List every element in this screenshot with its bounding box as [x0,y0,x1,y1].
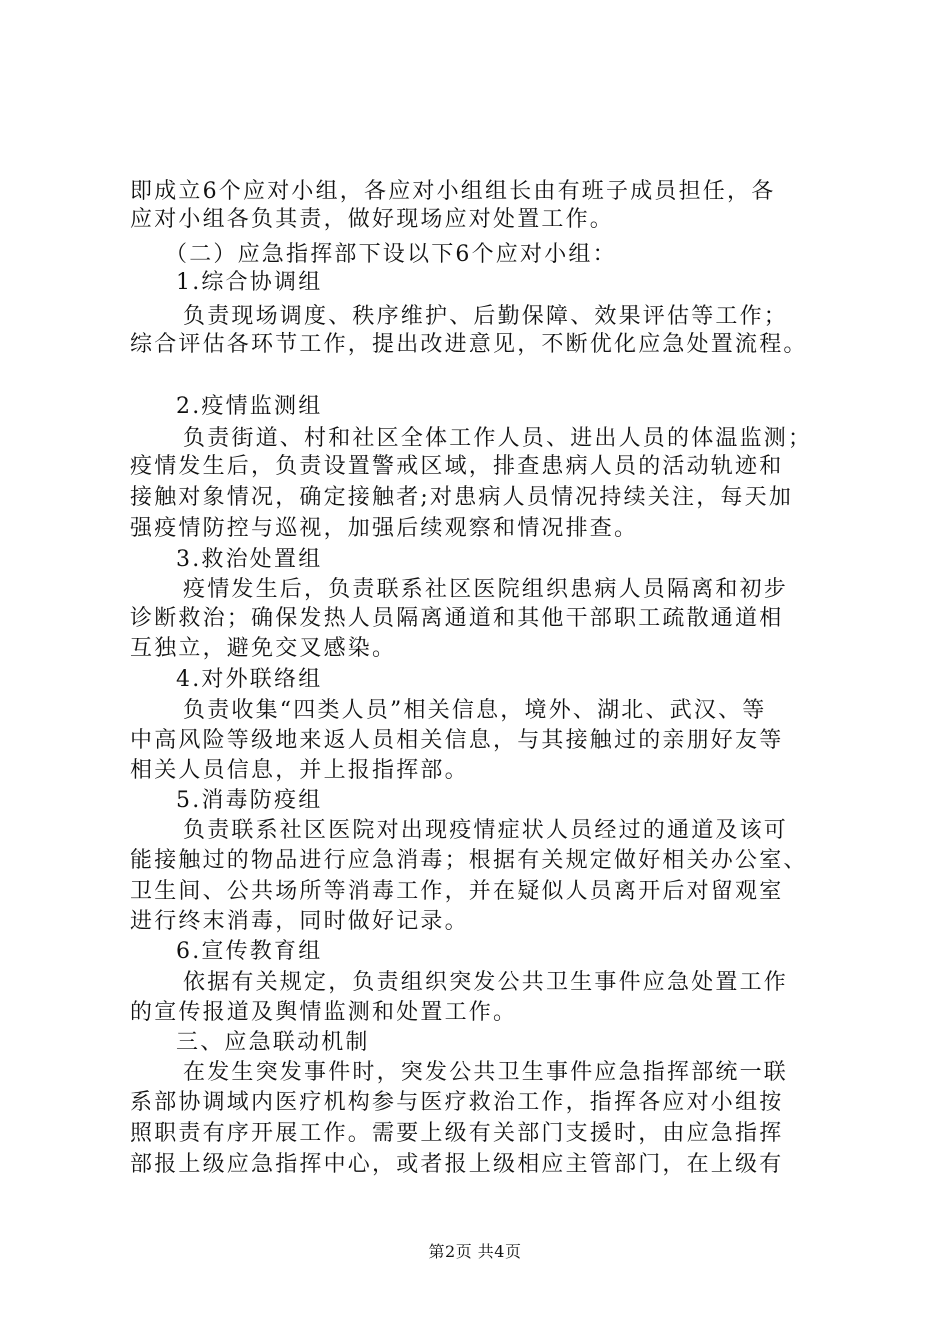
line-text: 强疫情防控与巡视，加强后续观察和情况排查。 [130,516,639,541]
line-text: 依据有关规定，负责组织突发公共卫生事件应急处置工作 [183,970,789,995]
text-line [0,240,950,270]
text-line [0,756,950,786]
text-line [0,452,950,482]
line-text: 综合评估各环节工作，提出改进意见，不断优化应急处置流程。 [130,332,808,357]
line-text: 部报上级应急指挥中心，或者报上级相应主管部门，在上级有 [130,1152,784,1177]
line-text: 负责联系社区医院对出现疫情症状人员经过的通道及该可 [183,818,789,843]
text-line [0,302,950,332]
line-text: 卫生间、公共场所等消毒工作，并在疑似人员离开后对留观室 [130,879,784,904]
text-line [0,786,950,816]
text-line [0,514,950,544]
line-text: 负责收集“四类人员”相关信息，境外、湖北、武汉、等 [183,698,767,723]
line-text: 诊断救治；确保发热人员隔离通道和其他干部职工疏散通道相 [130,606,784,631]
text-line [0,604,950,634]
text-line [0,937,950,967]
line-text: 进行终末消毒，同时做好记录。 [130,909,469,934]
text-line [0,1088,950,1118]
text-line [0,575,950,605]
text-line [0,846,950,876]
line-text: 疫情发生后，负责设置警戒区域，排查患病人员的活动轨迹和 [130,454,784,479]
text-line [0,424,950,454]
line-text: 照职责有序开展工作。需要上级有关部门支援时，由应急指挥 [130,1121,784,1146]
text-line [0,634,950,664]
line-text: 互独立，避免交叉感染。 [130,636,397,661]
text-line [0,907,950,937]
line-text: 系部协调域内医疗机构参与医疗救治工作，指挥各应对小组按 [130,1090,784,1115]
group-heading: 5.消毒防疫组 [176,788,323,813]
text-line [0,816,950,846]
line-text: 在发生突发事件时，突发公共卫生事件应急指挥部统一联 [183,1060,789,1085]
text-line [0,1028,950,1058]
text-line [0,483,950,513]
text-line [0,665,950,695]
line-text: 即成立6个应对小组，各应对小组组长由有班子成员担任，各 [130,179,776,204]
group-heading: 4.对外联络组 [176,667,323,692]
group-heading: 6.宣传教育组 [176,939,323,964]
text-line [0,330,950,360]
text-line [0,205,950,235]
text-line [0,392,950,422]
text-line [0,877,950,907]
group-heading: 3.救治处置组 [176,547,323,572]
text-line [0,1150,950,1180]
line-text: 的宣传报道及舆情监测和处置工作。 [130,1000,518,1025]
text-line [0,545,950,575]
text-line [0,177,950,207]
text-line [0,1058,950,1088]
line-text: 负责街道、村和社区全体工作人员、进出人员的体温监测； [183,426,813,451]
line-text: 负责现场调度、秩序维护、后勤保障、效果评估等工作； [183,304,789,329]
line-text: 接触对象情况，确定接触者;对患病人员情况持续关注，每天加 [130,485,794,510]
group-heading: 1.综合协调组 [176,270,323,295]
line-text: 疫情发生后，负责联系社区医院组织患病人员隔离和初步 [183,577,789,602]
text-line [0,968,950,998]
line-text: 应对小组各负其责，做好现场应对处置工作。 [130,207,615,232]
text-line [0,726,950,756]
line-text: 中高风险等级地来返人员相关信息，与其接触过的亲朋好友等 [130,728,784,753]
section-heading: （二）应急指挥部下设以下6个应对小组： [165,242,617,267]
group-heading: 2.疫情监测组 [176,394,323,419]
text-line [0,998,950,1028]
text-line [0,696,950,726]
line-text: 能接触过的物品进行应急消毒；根据有关规定做好相关办公室、 [130,848,808,873]
text-line [0,268,950,298]
line-text: 相关人员信息，并上报指挥部。 [130,758,469,783]
section-heading: 三、应急联动机制 [176,1030,370,1055]
text-line [0,1119,950,1149]
page-footer: 第2页 共4页 [428,1242,522,1261]
